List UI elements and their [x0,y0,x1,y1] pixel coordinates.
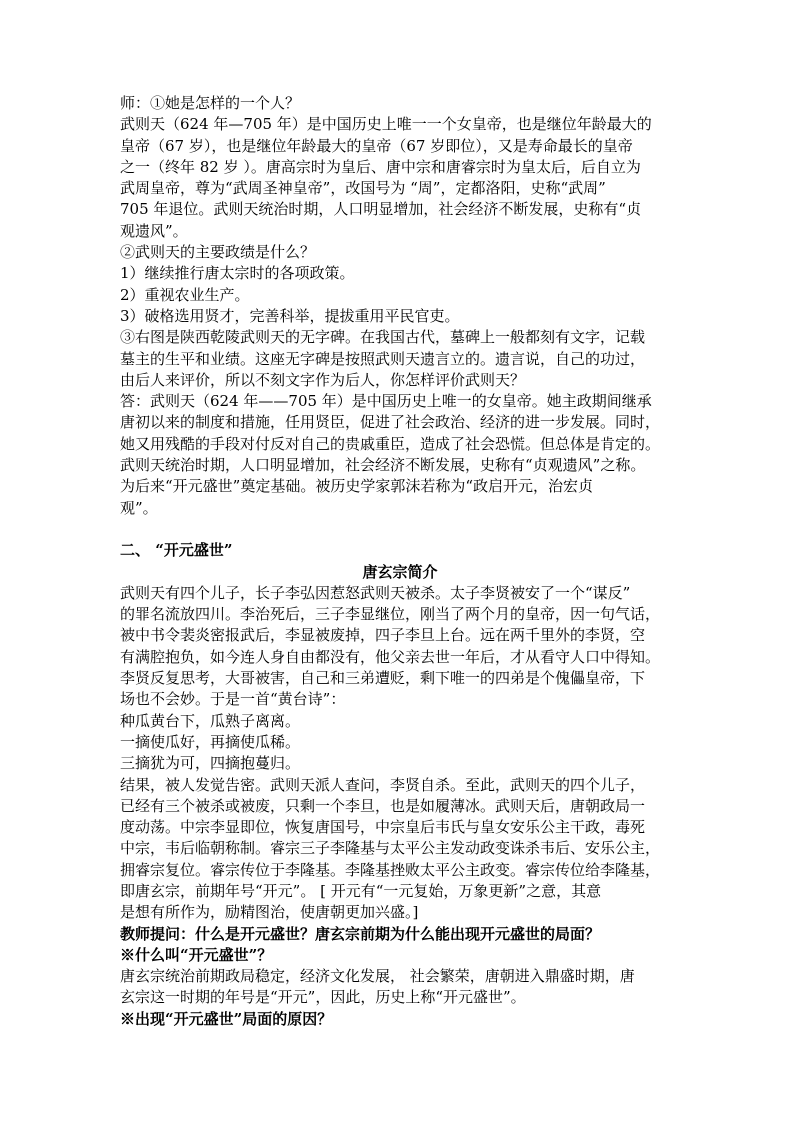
section-heading: 二、 “开元盛世” [120,541,233,560]
paragraph-line: 的罪名流放四川。李治死后，三子李显继位，刚当了两个月的皇帝，因一句气话， [120,605,661,624]
teacher-question: 教师提问：什么是开元盛世？唐玄宗前期为什么能出现开元盛世的局面？ [120,924,601,943]
paragraph-line: 墓主的生平和业绩。这座无字碑是按照武则天遗言立的。遗言说，自己的功过， [120,349,646,368]
poem-line: 三摘犹为可，四摘抱蔓归。 [120,754,301,773]
paragraph-line: 之一（终年 82 岁 ）。唐高宗时为皇后、唐中宗和唐睿宗时为皇太后，后自立为 [120,157,641,176]
document-page [120,93,680,1030]
question-line-2: ②武则天的主要政绩是什么？ [120,243,316,262]
paragraph-line: 为后来“开元盛世”奠定基础。被历史学家郭沫若称为“政启开元，治宏贞 [120,477,594,496]
q1-answer-line: 玄宗这一时期的年号是“开元”，因此，历史上称“开元盛世”。 [120,988,526,1007]
section-xuanzong [120,583,680,924]
paragraph-line: 武则天（624 年—705 年）是中国历史上唯一一个女皇帝，也是继位年龄最大的 [120,115,652,134]
paragraph-line: 是想有所作为，励精图治，使唐朝更加兴盛。] [120,903,419,922]
list-item: 1）继续推行唐太宗时的各项政策。 [120,264,355,283]
paragraph-line: 观遗风”。 [120,221,188,240]
paragraph-line: 唐初以来的制度和措施，任用贤臣，促进了社会政治、经济的进一步发展。同时， [120,413,661,432]
spacer [120,519,680,540]
q2-heading: ※出现“开元盛世”局面的原因？ [120,1009,333,1028]
section-wu-zetian [120,93,680,519]
list-item: 3）破格选用贤才，完善科举，提拔重用平民官吏。 [120,306,460,325]
list-item: 2）重视农业生产。 [120,285,250,304]
paragraph-line: 观”。 [120,498,158,517]
paragraph-line: 李贤反复思考，大哥被害，自己和三弟遭贬，剩下唯一的四弟是个傀儡皇帝，下 [120,669,646,688]
q1-heading: ※什么叫“开元盛世”？ [120,945,273,964]
paragraph-line: 场也不会妙。于是一首“黄台诗”： [120,690,346,709]
paragraph-line: 她又用残酷的手段对付反对自己的贵戚重臣，造成了社会恐慌。但总体是肯定的。 [120,434,661,453]
paragraph-line: 度动荡。中宗李显即位，恢复唐国号，中宗皇后韦氏与皇女安乐公主干政，毒死 [120,818,646,837]
answer-line: 答：武则天（624 年——705 年）是中国历史上唯一的女皇帝。她主政期间继承 [120,392,652,411]
paragraph-line: 由后人来评价，所以不刻文字作为后人，你怎样评价武则天？ [120,370,526,389]
paragraph-line: 武则天有四个儿子，长子李弘因惹怒武则天被杀。太子李贤被安了一个“谋反” [120,583,631,602]
paragraph-line: 武周皇帝，尊为“武周圣神皇帝”，改国号为 “周”，定都洛阳，史称“武周” [120,179,606,198]
question-line-3: ③右图是陕西乾陵武则天的无字碑。在我国古代，墓碑上一般都刻有文字，记载 [120,328,646,347]
paragraph-line: 已经有三个被杀或被废，只剩一个李旦，也是如履薄冰。武则天后，唐朝政局一 [120,796,646,815]
paragraph-line: 有满腔抱负，如今连人身自由都没有，他父亲去世一年后，才从看守人口中得知。 [120,647,661,666]
paragraph-line: 武则天统治时期，人口明显增加，社会经济不断发展，史称有“贞观遗风”之称。 [120,456,646,475]
question-line-1: 师：①她是怎样的一个人？ [120,94,301,112]
paragraph-line: 拥睿宗复位。睿宗传位于李隆基。李隆基挫败太平公主政变。睿宗传位给李隆基， [120,860,661,879]
paragraph-line: 即唐玄宗，前期年号“开元”。 [ 开元有“一元复始，万象更新”之意，其意 [120,881,602,900]
q1-answer-line: 唐玄宗统治前期政局稳定，经济文化发展， 社会繁荣，唐朝进入鼎盛时期，唐 [120,967,635,986]
poem-line: 一摘使瓜好，再摘使瓜稀。 [120,732,301,751]
paragraph-line: 705 年退位。武则天统治时期，人口明显增加，社会经济不断发展，史称有“贞 [120,200,642,219]
paragraph-line: 被中书令裴炎密报武后，李显被废掉，四子李旦上台。远在两千里外的李贤，空 [120,626,646,645]
paragraph-line: 皇帝（67 岁），也是继位年龄最大的皇帝（67 岁即位），又是寿命最长的皇帝 [120,136,633,155]
paragraph-line: 结果，被人发觉告密。武则天派人查问，李贤自杀。至此，武则天的四个儿子， [120,775,646,794]
paragraph-line: 中宗，韦后临朝称制。睿宗三子李隆基与太平公主发动政变诛杀韦后、安乐公主， [120,839,661,858]
subtitle: 唐玄宗简介 [362,562,438,581]
poem-line: 种瓜黄台下，瓜熟子离离。 [120,711,301,730]
